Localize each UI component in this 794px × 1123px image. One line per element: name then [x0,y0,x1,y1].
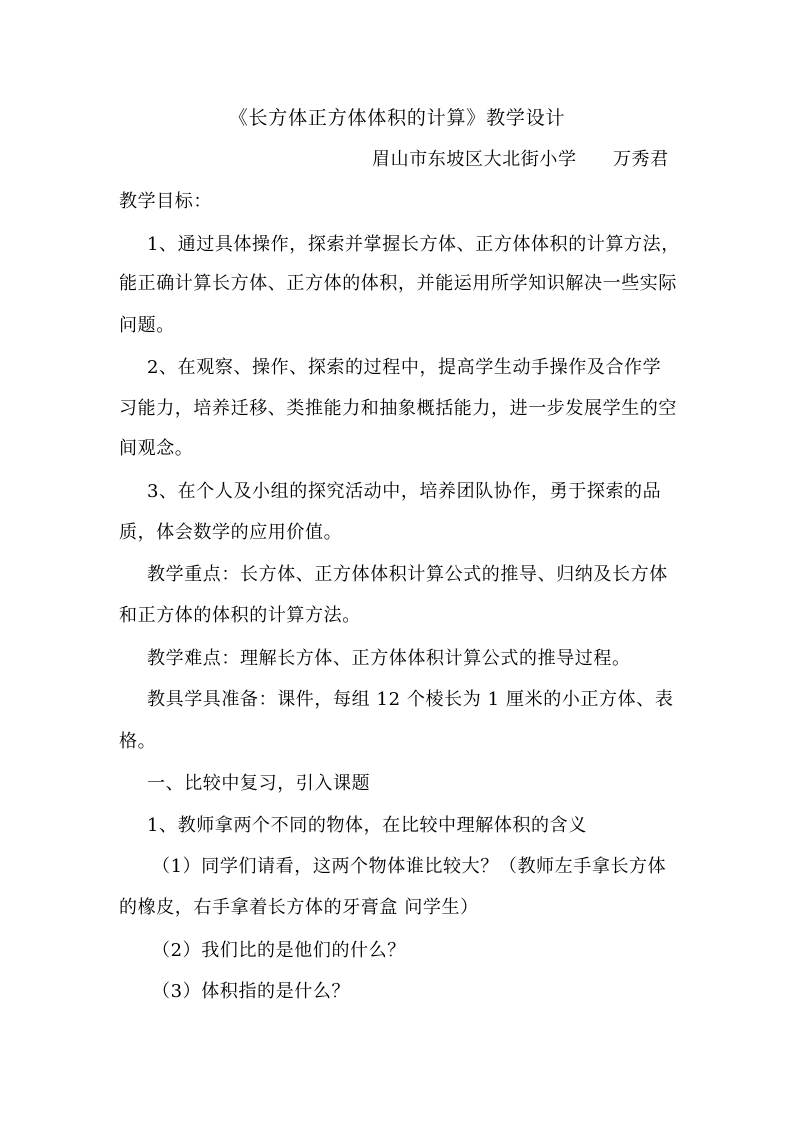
paragraph-line: （2）我们比的是他们的什么？ [152,940,406,961]
paragraph-line: 教学难点：理解长方体、正方体体积计算公式的推导过程。 [147,648,631,669]
paragraph-line: 格。 [119,731,157,752]
paragraph-line: 问题。 [119,315,175,336]
paragraph-line: 教学重点：长方体、正方体体积计算公式的推导、归纳及长方体 [147,564,668,585]
paragraph-line: 能正确计算长方体、正方体的体积，并能运用所学知识解决一些实际 [119,273,677,294]
paragraph-line: 习能力，培养迁移、类推能力和抽象概括能力，进一步发展学生的空 [119,398,677,419]
document-title: 《长方体正方体体积的计算》教学设计 [228,107,566,129]
paragraph-line: 1、教师拿两个不同的物体，在比较中理解体积的含义 [147,815,587,836]
author-byline [372,148,669,172]
paragraph-line: 3、在个人及小组的探究活动中，培养团队协作，勇于探索的品 [147,481,662,502]
paragraph-line: 的橡皮，右手拿着长方体的牙膏盒 问学生） [119,897,479,918]
section-heading-review: 一、比较中复习，引入课题 [147,773,371,794]
section-heading-objectives: 教学目标： [119,191,212,212]
school-name: 眉山市东坡区大北街小学 [372,149,577,170]
paragraph-line: 教具学具准备：课件，每组 12 个棱长为 1 厘米的小正方体、表 [147,689,674,710]
paragraph-line: 1、通过具体操作，探索并掌握长方体、正方体体积的计算方法， [147,234,680,255]
paragraph-line: （1）同学们请看，这两个物体谁比较大？（教师左手拿长方体 [152,856,667,877]
paragraph-line: 和正方体的体积的计算方法。 [119,605,361,626]
paragraph-line: 间观念。 [119,438,194,459]
paragraph-line: 2、在观察、操作、探索的过程中，提高学生动手操作及合作学 [147,357,662,378]
paragraph-line: 质，体会数学的应用价值。 [119,522,343,543]
author-name: 万秀君 [612,149,669,170]
paragraph-line: （3）体积指的是什么？ [152,981,351,1002]
